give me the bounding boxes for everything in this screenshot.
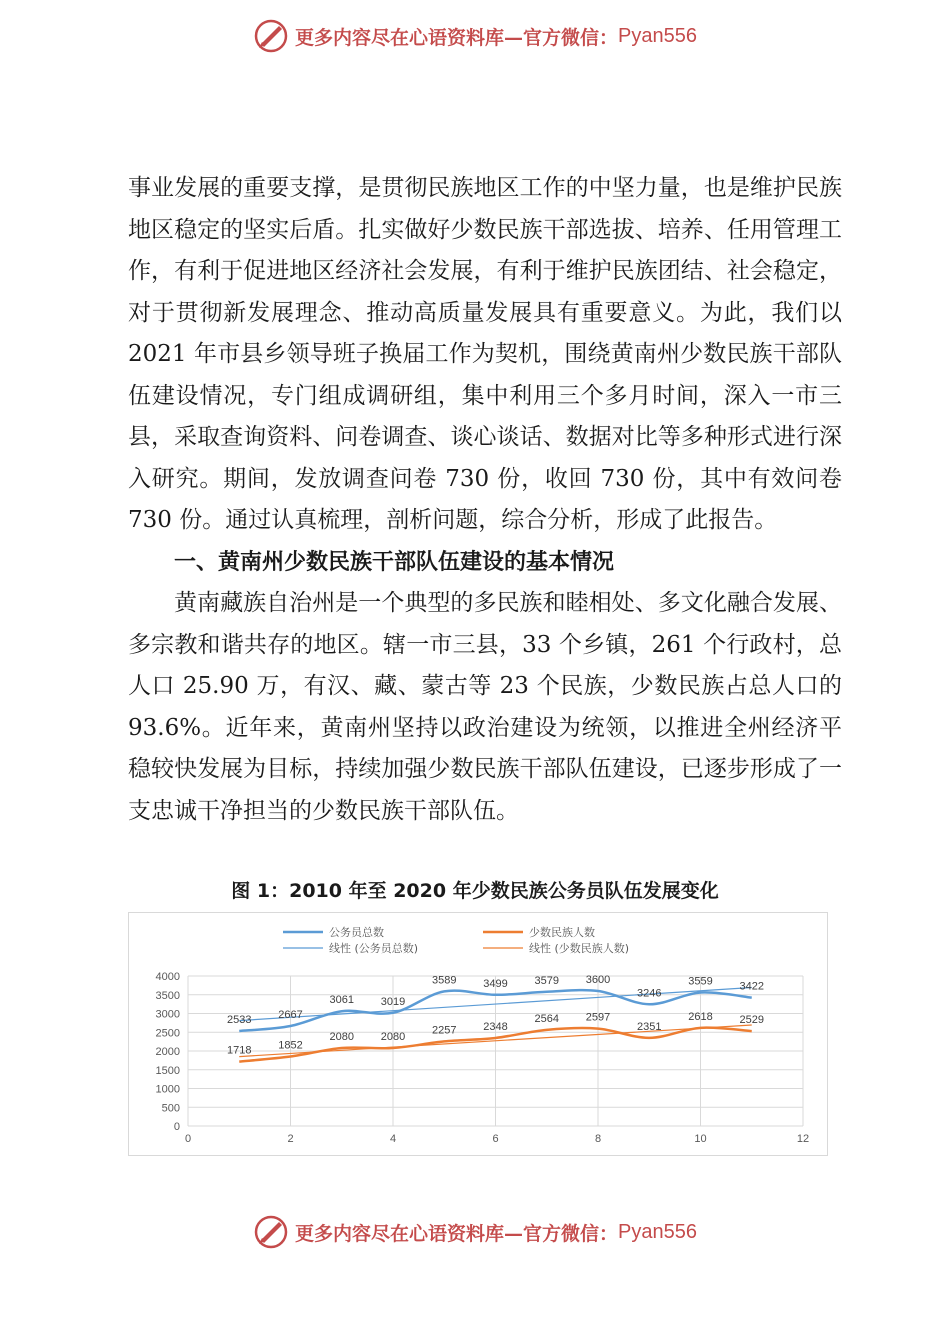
data-label: 2351	[637, 1020, 662, 1033]
x-tick-label: 12	[796, 1133, 810, 1145]
figure-caption: 图 1：2010 年至 2020 年少数民族公务员队伍发展变化	[231, 880, 719, 902]
data-label: 3061	[329, 994, 354, 1007]
data-label: 2257	[432, 1024, 457, 1037]
y-tick-label: 4000	[155, 971, 180, 983]
y-tick-label: 2500	[155, 1027, 180, 1040]
data-label: 1852	[278, 1039, 303, 1052]
legend-label: 公务员总数	[329, 926, 384, 939]
pen-logo-icon	[253, 18, 289, 54]
data-label: 2080	[380, 1031, 406, 1043]
chart-frame	[129, 913, 828, 1156]
data-label: 3019	[380, 995, 406, 1008]
document-body	[128, 168, 842, 832]
x-tick-label: 10	[694, 1133, 707, 1145]
line-chart	[128, 912, 828, 1156]
data-label: 3559	[688, 975, 713, 988]
data-label: 2080	[329, 1031, 354, 1043]
watermark-handle: Pyan556	[618, 24, 697, 47]
legend-label: 线性 (公务员总数)	[329, 942, 419, 955]
data-label: 2618	[688, 1010, 713, 1023]
y-tick-label: 0	[173, 1121, 180, 1133]
section-heading: 一、黄南州少数民族干部队伍建设的基本情况	[174, 549, 615, 575]
watermark-text: 更多内容尽在心语资料库—官方微信：	[295, 1222, 619, 1245]
x-tick-label: 4	[389, 1133, 397, 1145]
x-tick-label: 6	[492, 1133, 499, 1145]
legend-label: 少数民族人数	[529, 926, 595, 939]
x-tick-label: 2	[287, 1133, 294, 1145]
y-tick-label: 3000	[155, 1008, 180, 1021]
paragraph-overview: 黄南藏族自治州是一个典型的多民族和睦相处、多文化融合发展、多宗教和谐共存的地区。辖一市三县，33 个乡镇，261 个行政村，总人口 25.90 万，有汉、藏、蒙古等 23 个民族，少数民族占总人口的 93.6%。近年来，黄南州坚持以政治建设为统领，以推进全州经济平稳较快发展为目标，持续加强少数民族干部队伍建设，已逐步形成了一支忠诚干净担当的少数民族干部队伍。	[128, 590, 842, 824]
watermark-bottom	[0, 1212, 950, 1252]
watermark-top	[0, 16, 950, 56]
data-label: 2564	[534, 1012, 559, 1025]
x-tick-label: 8	[594, 1133, 602, 1145]
x-tick-label: 0	[184, 1133, 192, 1145]
data-label: 2597	[585, 1011, 611, 1024]
data-label: 2348	[483, 1020, 508, 1033]
data-label: 2533	[227, 1014, 252, 1027]
data-label: 3422	[739, 980, 764, 993]
y-tick-label: 3500	[155, 989, 180, 1002]
y-tick-label: 1000	[155, 1083, 180, 1096]
y-tick-label: 1500	[155, 1064, 180, 1077]
data-label: 3579	[534, 974, 559, 987]
watermark-text: 更多内容尽在心语资料库—官方微信：	[295, 26, 619, 49]
pen-logo-icon	[253, 1214, 289, 1250]
data-label: 3499	[483, 977, 508, 990]
legend-label: 线性 (少数民族人数)	[529, 942, 630, 955]
watermark-handle: Pyan556	[618, 1220, 697, 1243]
paragraph-intro: 事业发展的重要支撑，是贯彻民族地区工作的中坚力量，也是维护民族地区稳定的坚实后盾。扎实做好少数民族干部选拔、培养、任用管理工作，有利于促进地区经济社会发展，有利于维护民族团结、社会稳定，对于贯彻新发展理念、推动高质量发展具有重要意义。为此，我们以 2021 年市县乡领导班子换届工作为契机，围绕黄南州少数民族干部队伍建设情况，专门组成调研组，集中利用三个多月时间，深入一市三县，采取查询资料、问卷调查、谈心谈话、数据对比等多种形式进行深入研究。期间，发放调查问卷 730 份，收回 730 份，其中有效问卷 730 份。通过认真梳理，剖析问题，综合分析，形成了此报告。	[128, 175, 842, 533]
y-tick-label: 500	[161, 1102, 180, 1115]
y-tick-label: 2000	[155, 1046, 180, 1058]
data-label: 3246	[637, 987, 662, 1000]
data-label: 1718	[227, 1044, 252, 1057]
data-label: 2529	[739, 1014, 764, 1027]
data-label: 3589	[432, 974, 457, 987]
data-label: 3600	[585, 974, 611, 986]
data-label: 2667	[278, 1008, 303, 1021]
